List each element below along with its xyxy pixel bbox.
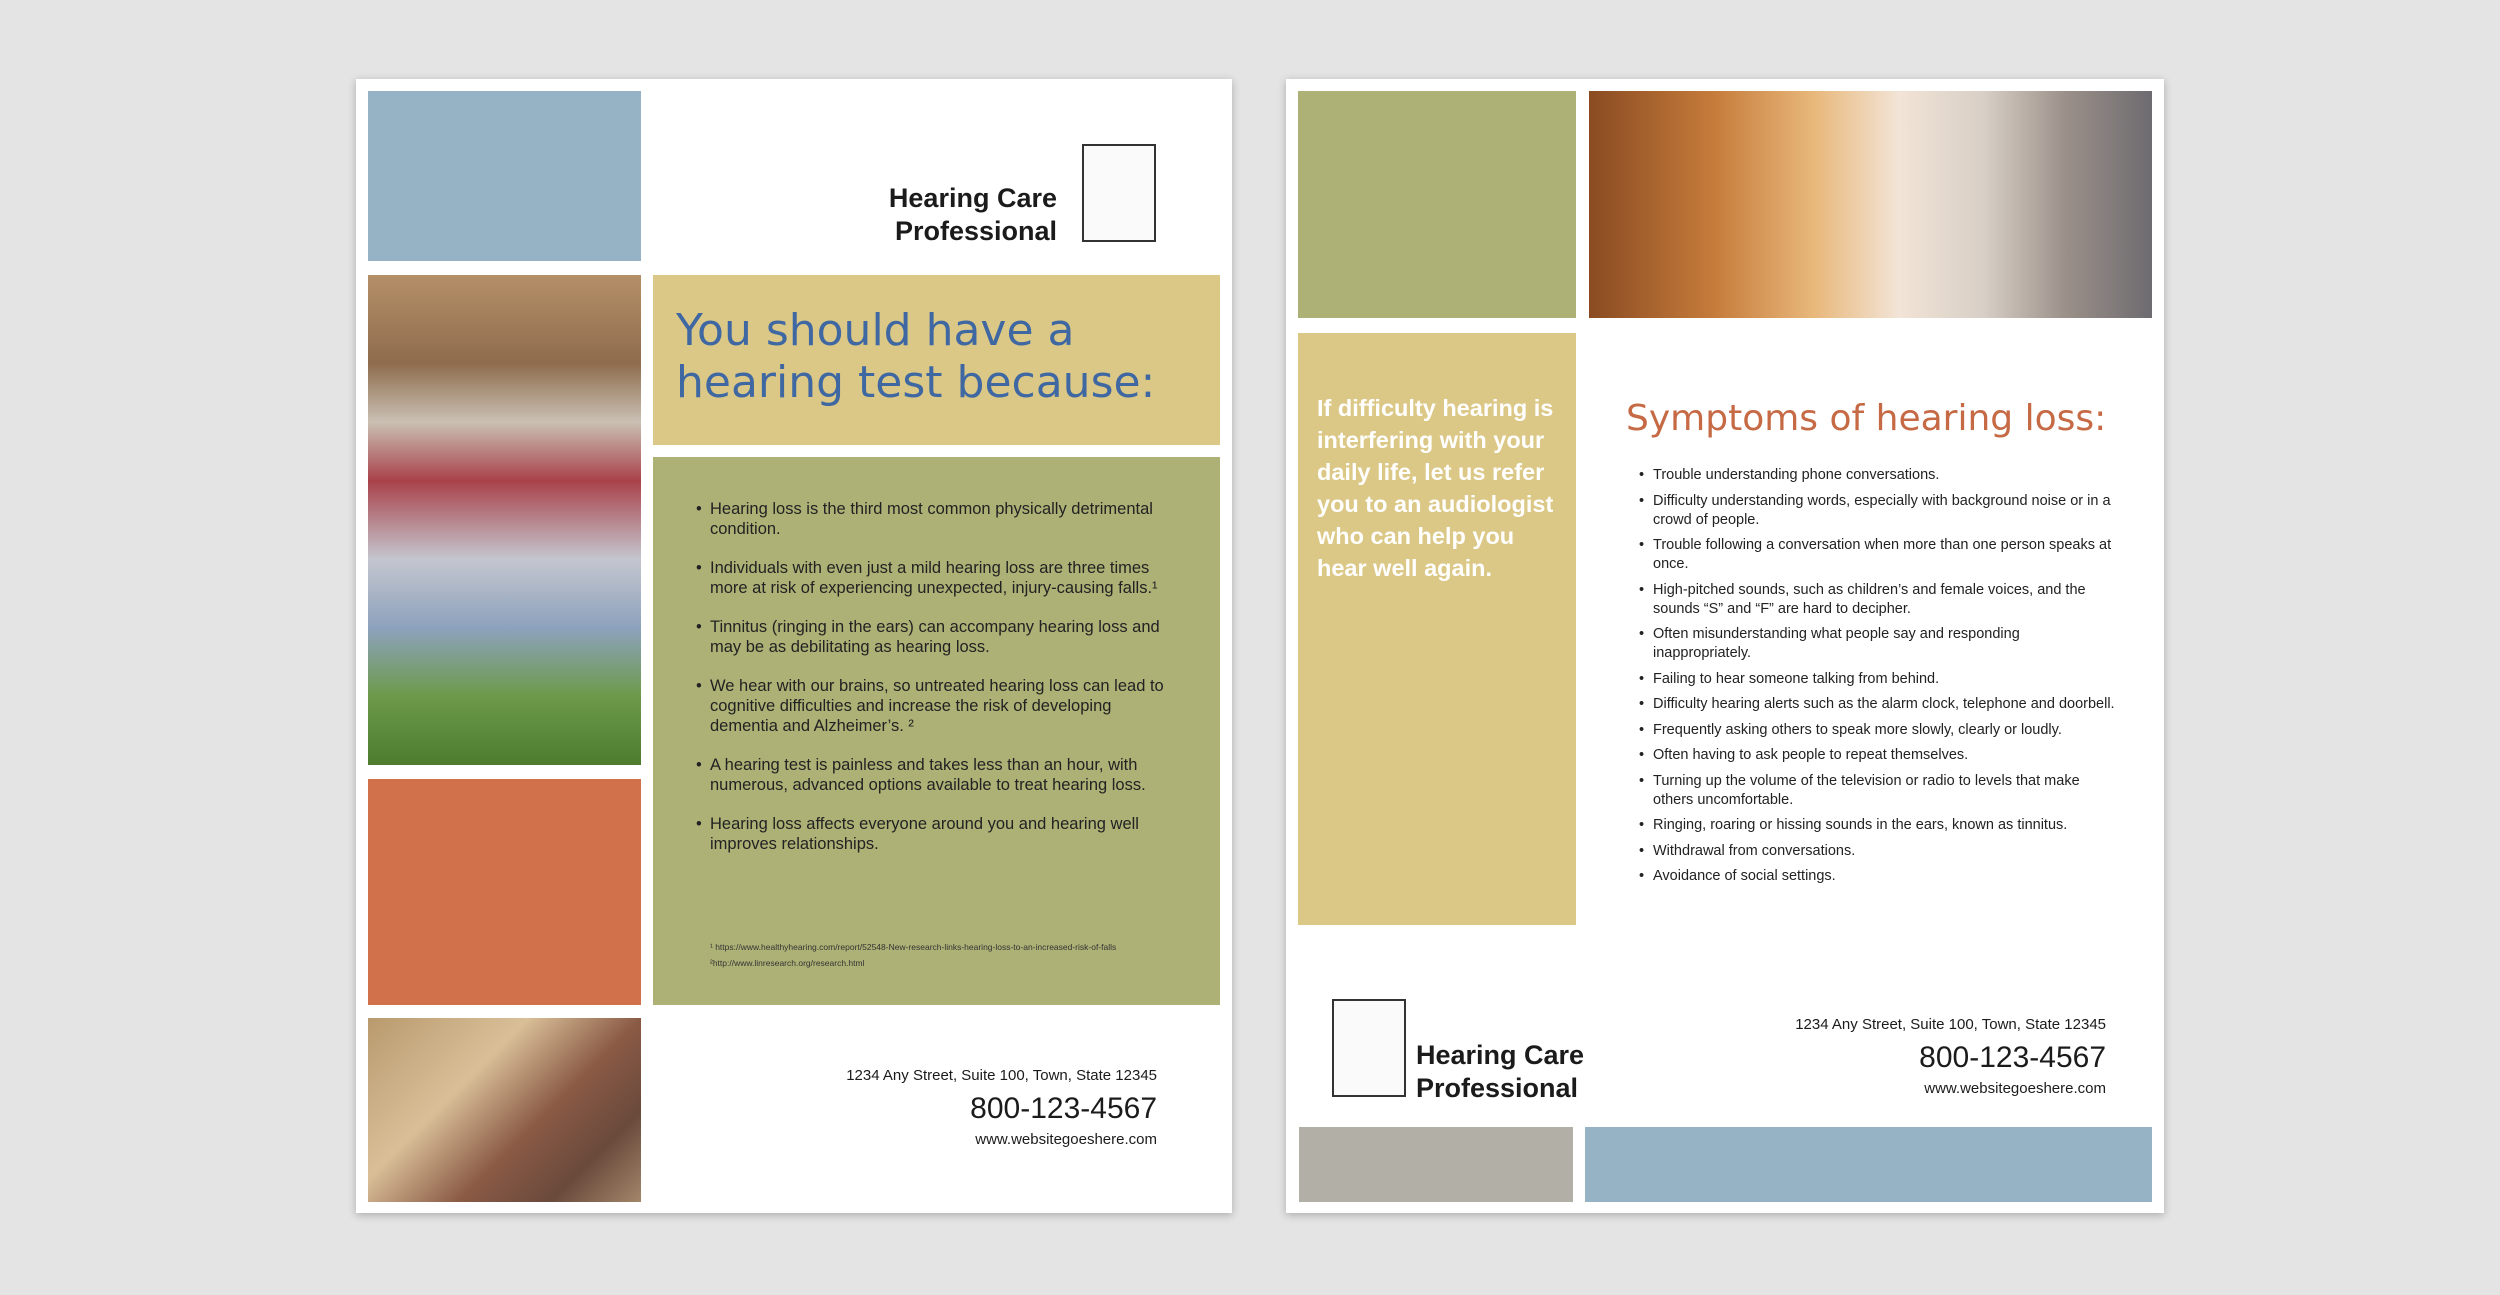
list-item: • Difficulty hearing alerts such as the alarm clock, telephone and doorbell.	[1639, 695, 2119, 714]
list-item: • Withdrawal from conversations.	[1639, 842, 2119, 861]
blue-color-block	[1585, 1127, 2152, 1202]
list-item: • Difficulty understanding words, especially with background noise or in a crowd of people.	[1639, 492, 2119, 530]
address: 1234 Any Street, Suite 100, Town, State 12345	[846, 1067, 1157, 1084]
footnotes	[710, 939, 1116, 971]
list-item: • Frequently asking others to speak more slowly, clearly or loudly.	[1639, 721, 2119, 740]
logo-placeholder-box	[1082, 144, 1156, 242]
flyer-page-front	[356, 79, 1232, 1213]
callout-text: If difficulty hearing is interfering with your daily life, let us refer you to an audiologist who can help you hear well again.	[1317, 395, 1554, 581]
gray-color-block	[1299, 1127, 1573, 1202]
list-item: • Turning up the volume of the television or radio to levels that make others uncomfortable.	[1639, 772, 2119, 810]
list-item: • Failing to hear someone talking from behind.	[1639, 670, 2119, 689]
reasons-list	[696, 499, 1176, 873]
list-item: • Avoidance of social settings.	[1639, 867, 2119, 886]
list-item: • Tinnitus (ringing in the ears) can accompany hearing loss and may be as debilitating as hearing loss.	[696, 617, 1176, 657]
list-item: • Trouble understanding phone conversations.	[1639, 466, 2119, 485]
list-item: • Hearing loss is the third most common physically detrimental condition.	[696, 499, 1176, 539]
grandfather-grandson-photo	[368, 1018, 641, 1202]
phone-number: 800-123-4567	[970, 1092, 1157, 1125]
logo-text	[1416, 1039, 1656, 1105]
logo-line-1: Hearing Care	[1416, 1040, 1585, 1070]
footnote: ²http://www.linresearch.org/research.html	[710, 958, 865, 968]
list-item: • Trouble following a conversation when more than one person speaks at once.	[1639, 536, 2119, 574]
list-item: • Often having to ask people to repeat themselves.	[1639, 746, 2119, 765]
elderly-couple-kitchen-photo	[1589, 91, 2152, 318]
section-title: Symptoms of hearing loss:	[1626, 398, 2107, 439]
logo-line-2: Professional	[894, 216, 1057, 246]
website: www.websitegoeshere.com	[975, 1131, 1157, 1148]
contact-info	[757, 1066, 1157, 1150]
list-item: • A hearing test is painless and takes less than an hour, with numerous, advanced options available to treat hearing loss.	[696, 755, 1176, 795]
logo-line-2: Professional	[1416, 1073, 1579, 1103]
list-item: • Ringing, roaring or hissing sounds in the ears, known as tinnitus.	[1639, 816, 2119, 835]
green-color-block	[1298, 91, 1576, 318]
logo-line-1: Hearing Care	[888, 183, 1057, 213]
logo-text	[817, 182, 1057, 248]
address: 1234 Any Street, Suite 100, Town, State 12345	[1795, 1016, 2106, 1033]
symptoms-list	[1639, 466, 2119, 893]
website: www.websitegoeshere.com	[1924, 1080, 2106, 1097]
grandfather-child-swing-photo	[368, 275, 641, 765]
list-item: • Individuals with even just a mild hearing loss are three times more at risk of experiencing unexpected, injury-causing falls.¹	[696, 558, 1176, 598]
phone-number: 800-123-4567	[1919, 1041, 2106, 1074]
blue-color-block	[368, 91, 641, 261]
flyer-page-back	[1286, 79, 2164, 1213]
list-item: • High-pitched sounds, such as children’s and female voices, and the sounds “S” and “F” are hard to decipher.	[1639, 581, 2119, 619]
footnote: ¹ https://www.healthyhearing.com/report/52548-New-research-links-hearing-loss-to-an-increased-risk-of-falls	[710, 942, 1117, 952]
list-item: • Often misunderstanding what people say and responding inappropriately.	[1639, 625, 2119, 663]
contact-info	[1706, 1015, 2106, 1099]
logo-placeholder-box	[1332, 999, 1406, 1097]
page-title: You should have a hearing test because:	[676, 305, 1156, 408]
orange-color-block	[368, 779, 641, 1005]
list-item: • Hearing loss affects everyone around you and hearing well improves relationships.	[696, 814, 1176, 854]
list-item: • We hear with our brains, so untreated hearing loss can lead to cognitive difficulties and increase the risk of developing dementia and Alzheimer’s. ²	[696, 676, 1176, 736]
